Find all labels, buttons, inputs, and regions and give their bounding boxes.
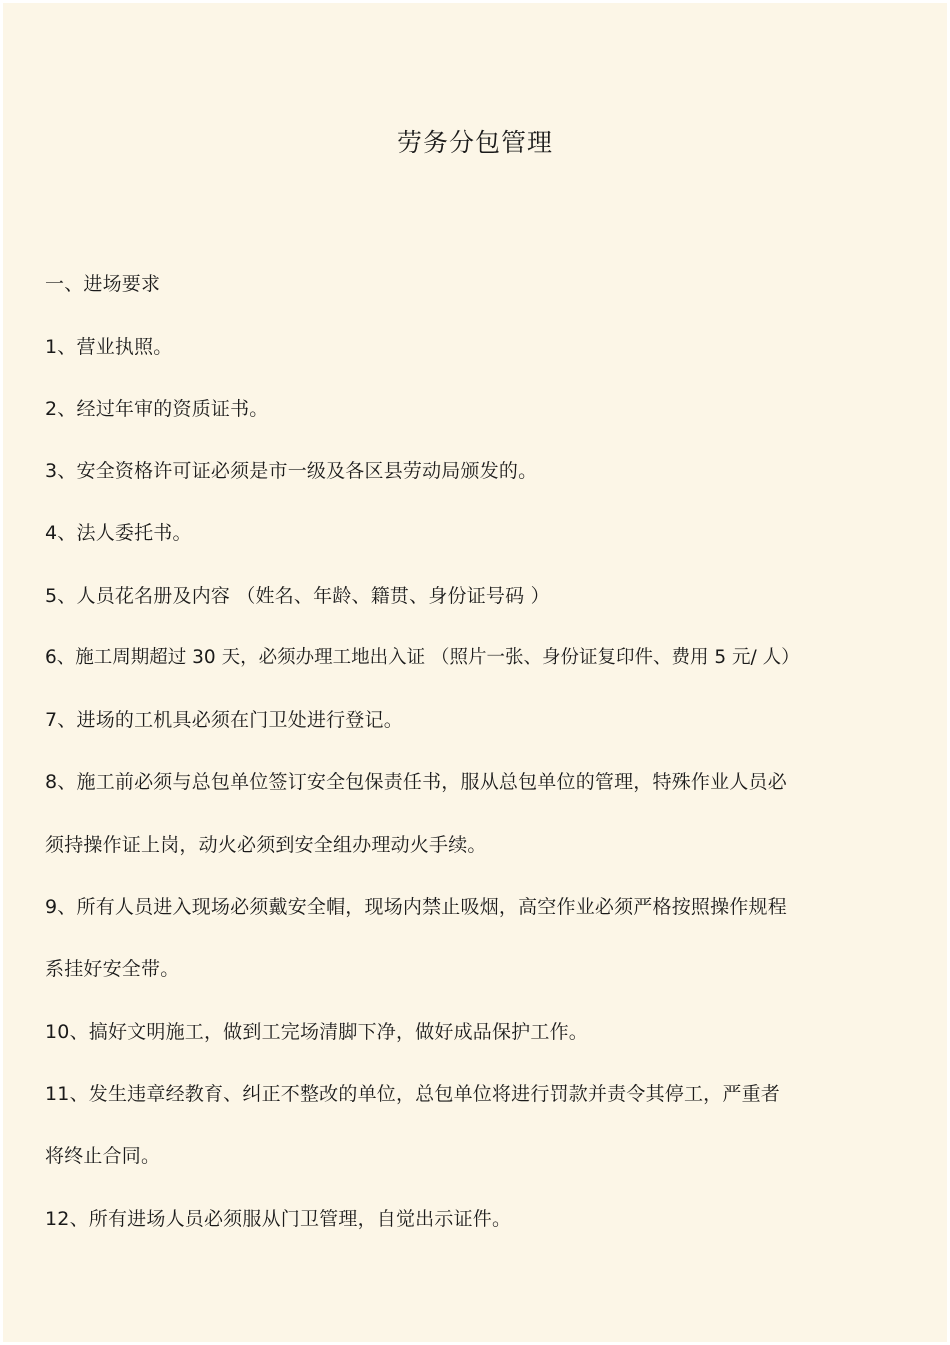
list-item-9-continued: 系挂好安全带。 (45, 958, 180, 980)
list-item-2: 2、经过年审的资质证书。 (45, 398, 269, 420)
list-item-6: 6、施工周期超过 30 天，必须办理工地出入证 （照片一张、身份证复印件、费用 5 元/ 人） (45, 647, 800, 668)
list-item-10: 10、搞好文明施工，做到工完场清脚下净，做好成品保护工作。 (45, 1021, 588, 1043)
list-item-8-continued: 须持操作证上岗，动火必须到安全组办理动火手续。 (45, 834, 487, 856)
list-item-5: 5、人员花名册及内容 （姓名、年龄、籍贯、身份证号码 ） (45, 585, 550, 607)
list-item-4: 4、法人委托书。 (45, 522, 192, 544)
list-item-9: 9、所有人员进入现场必须戴安全帽，现场内禁止吸烟，高空作业必须严格按照操作规程 (45, 896, 787, 918)
section-heading: 一、进场要求 (45, 273, 161, 295)
list-item-1: 1、营业执照。 (45, 336, 173, 358)
list-item-11-continued: 将终止合同。 (45, 1145, 161, 1167)
list-item-12: 12、所有进场人员必须服从门卫管理，自觉出示证件。 (45, 1208, 512, 1230)
list-item-11: 11、发生违章经教育、纠正不整改的单位，总包单位将进行罚款并责令其停工，严重者 (45, 1083, 780, 1105)
list-item-8: 8、施工前必须与总包单位签订安全包保责任书，服从总包单位的管理，特殊作业人员必 (45, 771, 787, 793)
list-item-3: 3、安全资格许可证必须是市一级及各区县劳动局颁发的。 (45, 460, 538, 482)
list-item-7: 7、进场的工机具必须在门卫处进行登记。 (45, 709, 403, 731)
document-page (3, 3, 947, 1342)
document-title: 劳务分包管理 (396, 128, 553, 157)
